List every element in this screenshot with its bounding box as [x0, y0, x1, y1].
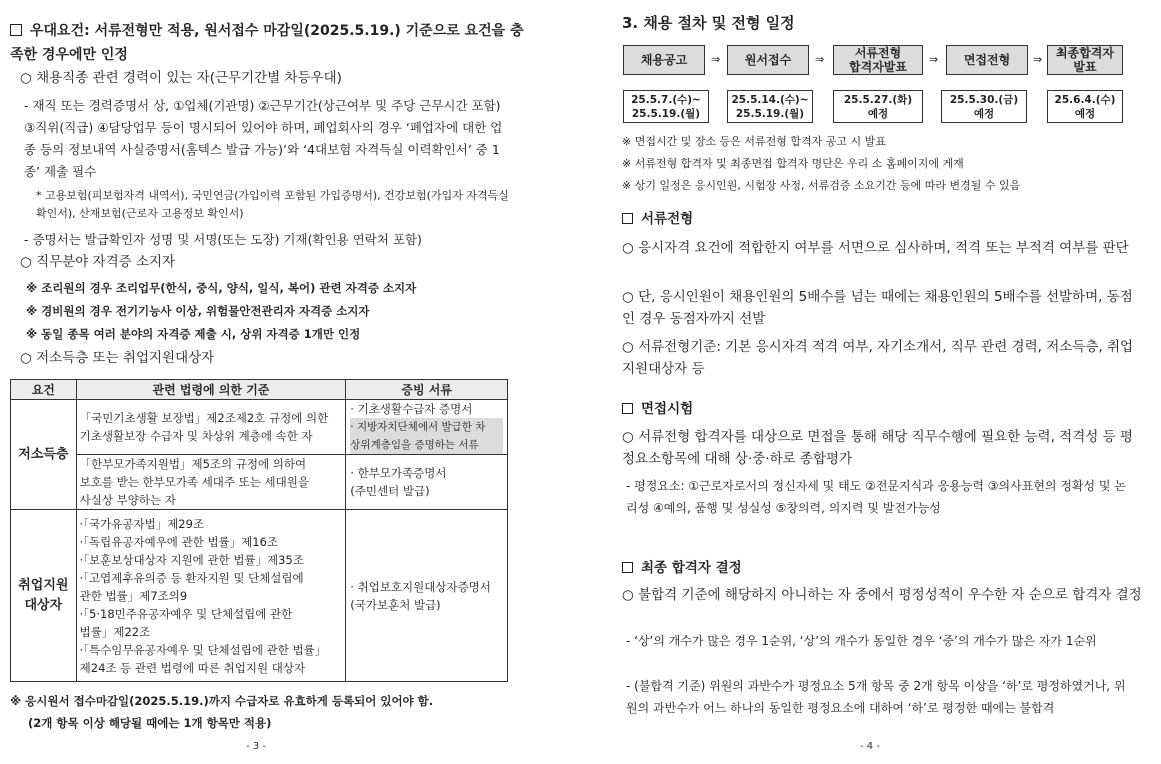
evidence-single-parent: · 한부모가족증명서 (주민센터 발급) — [346, 455, 508, 510]
arrow-icon: ⇒ — [1033, 53, 1043, 66]
criteria-table — [10, 379, 508, 682]
note-cook: ※ 조리원의 경우 조리업무(한식, 중식, 양식, 일식, 복어) 관련 자격증 소지자 — [26, 281, 417, 295]
evidence-employment-support: · 취업보호지원대상자증명서 (국가보훈처 발급) — [346, 510, 508, 682]
checkbox-square-icon — [622, 403, 633, 414]
law-basic-living: 「국민기초생활 보장법」제2조제2호 규정에 의한 기초생활보장 수급자 및 차상위 계층에 속한 자 — [76, 400, 346, 455]
category-employment-support: 취업지원 대상자 — [11, 510, 77, 682]
item-low-income: ○ 저소득층 또는 취업지원대상자 — [20, 350, 215, 366]
doc-screening-p1: ○ 응시자격 요건에 적합한지 여부를 서면으로 심사하며, 적격 또는 부적격 여부를 판단 — [622, 240, 1129, 256]
law-single-parent: 「한부모가족지원법」제5조의 규정에 의하여 보호를 받는 한부모가족 세대주 또는 세대원을 사실상 부양하는 자 — [76, 455, 346, 510]
step-application: 원서접수 — [727, 45, 809, 75]
page-4 — [600, 0, 1161, 764]
section-document-screening: 서류전형 — [622, 211, 693, 229]
law-employment-support: ·「국가유공자법」제29조 ·「독립유공자예우에 관한 법률」제16조 ·「보훈보상대상자 지원에 관한 법률」제35조 ·「고엽제후유의증 등 환자지원 및 단체설립에 관한 법률」제7조의9 ·「5·18민주유공자예우 및 단체설립에 관한 법률」제22조 ·「특수임무유공자예우 및 단체설립에 관한 법률」 제24조 등 관련 법령에 따른 취업지원 대상자 — [76, 510, 346, 682]
step-announcement: 채용공고 — [623, 45, 705, 75]
doc-screening-p2: ○ 단, 응시인원이 채용인원의 5배수를 넘는 때에는 채용인원의 5배수를 선발하며, 동점인 경우 동점자까지 선발 — [622, 289, 1133, 327]
arrow-icon: ⇒ — [929, 53, 939, 66]
footer-note-deadline: ※ 응시원서 접수마감일(2025.5.19.)까지 수급자로 유효하게 등록되어 있어야 함. — [10, 694, 434, 708]
interview-criteria: - 평정요소: ①근로자로서의 정신자세 및 태도 ②전문지식과 응용능력 ③의사표현의 정확성 및 논리성 ④예의, 품행 및 성실성 ⑤창의력, 의지력 및 발전가능성 — [626, 479, 1126, 515]
step-final-result: 최종합격자 발표 — [1047, 45, 1123, 75]
insurance-footnote: * 고용보험(피보험자격 내역서), 국민연금(가입이력 포함된 가입증명서), 건강보험(가입자 자격득실 확인서), 산재보험(근로자 고용정보 확인서) — [36, 189, 509, 220]
arrow-icon: ⇒ — [815, 53, 825, 66]
section-interview: 면접시험 — [622, 401, 693, 419]
final-ranking: - ‘상’의 개수가 많은 경우 1순위, ‘상’의 개수가 동일한 경우 ‘중’의 개수가 많은 자가 1순위 — [626, 634, 1097, 648]
section-final-decision: 최종 합격자 결정 — [622, 560, 742, 578]
date-interview: 25.5.30.(금) 예정 — [941, 90, 1027, 123]
category-low-income: 저소득층 — [11, 400, 77, 510]
note-guard: ※ 경비원의 경우 전기기능사 이상, 위험물안전관리자 자격증 소지자 — [26, 304, 370, 318]
date-final-result: 25.6.4.(수) 예정 — [1047, 90, 1123, 123]
preference-heading: 우대요건: 서류전형만 적용, 원서접수 마감일(2025.5.19.) 기준으로 요건을 충족한 경우에만 인정 — [10, 23, 524, 63]
page-number-4: - 4 - — [860, 741, 880, 752]
final-fail-criteria: - (불합격 기준) 위원의 과반수가 평정요소 5개 항목 중 2개 항목 이상을 ‘하’로 평정하였거나, 위원의 과반수가 어느 하나의 동일한 평정요소에 대하여 ‘하’로 평정한 때에는 불합격 — [626, 679, 1126, 715]
item-qualification: ○ 직무분야 자격증 소지자 — [20, 254, 176, 270]
checkbox-square-icon — [622, 562, 633, 573]
footer-note-one-item: (2개 항목 이상 해당될 때에는 1개 항목만 적용) — [28, 716, 272, 730]
date-announcement: 25.5.7.(수)~ 25.5.19.(월) — [623, 90, 709, 123]
arrow-icon: ⇒ — [711, 53, 721, 66]
note-same-field: ※ 동일 종목 여러 분야의 자격증 제출 시, 상위 자격증 1개만 인정 — [26, 327, 361, 341]
evidence-basic-living: · 기초생활수급자 증명서 · 지방자치단체에서 발급한 차 상위계층임을 증명하는 서류 — [346, 400, 508, 455]
header-evidence: 증빙 서류 — [346, 380, 508, 400]
step-document-result: 서류전형 합격자발표 — [833, 45, 923, 75]
procedure-title: 3. 채용 절차 및 전형 일정 — [622, 14, 795, 32]
certificate-detail: - 증명서는 발급확인자 성명 및 서명(또는 도장) 기재(확인용 연락처 포함) — [24, 232, 422, 247]
doc-screening-p3: ○ 서류전형기준: 기본 응시자격 적격 여부, 자기소개서, 직무 관련 경력, 저소득층, 취업지원대상자 등 — [622, 339, 1134, 377]
page-number-3: - 3 - — [246, 741, 266, 752]
experience-detail: - 재직 또는 경력증명서 상, ①업체(기관명) ②근무기간(상근여부 및 주당 근무시간 포함) ③직위(직급) ④담당업무 등이 명시되어 있어야 하며, 폐업회사의 경우 ‘폐업자에 대한 업종 등의 정보내역 사실증명서(홈텍스 발급 가능)’와 ‘4대보험 자격득실 이력확인서’ 중 1종’ 제출 필수 — [24, 98, 503, 179]
item-experience: ○ 채용직종 관련 경력이 있는 자(근무기간별 차등우대) — [20, 70, 342, 86]
header-requirement: 요건 — [11, 380, 77, 400]
date-application: 25.5.14.(수)~ 25.5.19.(월) — [727, 90, 813, 123]
page-3 — [0, 0, 560, 764]
date-document-result: 25.5.27.(화) 예정 — [833, 90, 923, 123]
final-p1: ○ 불합격 기준에 해당하지 아니하는 자 중에서 평정성적이 우수한 자 순으로 합격자 결정 — [622, 587, 1142, 603]
checkbox-square-icon — [10, 24, 22, 36]
note-schedule-change: ※ 상기 일정은 응시인원, 시험장 사정, 서류검증 소요기간 등에 따라 변경될 수 있음 — [622, 179, 1021, 192]
checkbox-square-icon — [622, 213, 633, 224]
schedule-flow — [623, 45, 1123, 125]
note-result-posting: ※ 서류전형 합격자 및 최종면접 합격자 명단은 우리 소 홈페이지에 게재 — [622, 157, 964, 170]
step-interview: 면접전형 — [946, 45, 1028, 75]
header-law: 관련 법령에 의한 기준 — [76, 380, 346, 400]
interview-p1: ○ 서류전형 합격자를 대상으로 면접을 통해 해당 직무수행에 필요한 능력, 적격성 등 평정요소항목에 대해 상·중·하로 종합평가 — [622, 429, 1133, 467]
note-interview-time: ※ 면접시간 및 장소 등은 서류전형 합격자 공고 시 발표 — [622, 135, 886, 148]
